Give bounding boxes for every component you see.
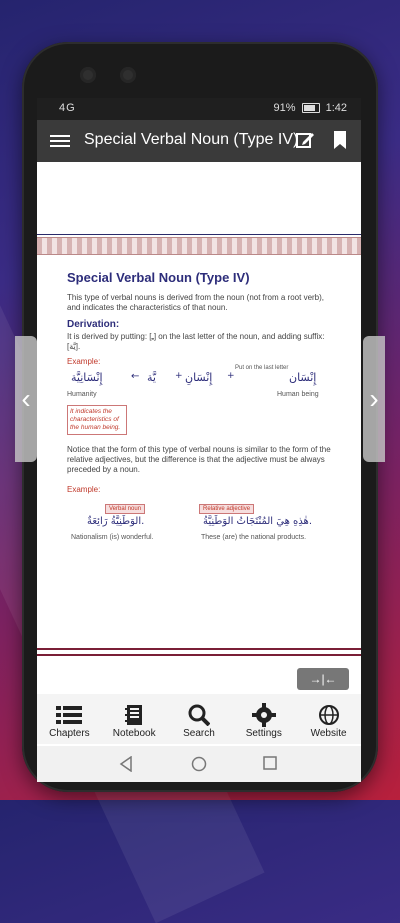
nav-search[interactable] — [169, 702, 229, 739]
plus-sign-1: + — [175, 371, 183, 381]
example-label-2: Example: — [67, 485, 101, 494]
recents-icon[interactable] — [263, 756, 277, 770]
nav-search-label: Search — [183, 728, 215, 739]
search-icon — [188, 704, 210, 726]
derivation-label: Derivation: — [67, 319, 120, 330]
lesson-page — [37, 162, 361, 664]
home-icon[interactable] — [191, 756, 207, 772]
nav-chapters[interactable] — [39, 702, 99, 739]
arabic-products: هٰذِهِ هِيَ المُنْتَجَاتُ الوَطَنِيَّةُ. — [203, 516, 312, 527]
nav-notebook[interactable] — [104, 702, 164, 739]
example-label-1: Example: — [67, 357, 101, 366]
nav-notebook-label: Notebook — [112, 728, 156, 739]
status-bar — [37, 98, 361, 120]
bottom-divider-2 — [37, 654, 361, 656]
front-camera — [80, 67, 96, 83]
lesson-content — [67, 258, 331, 554]
decorative-pattern — [37, 237, 361, 255]
notice-text: Notice that the form of this type of verbal nouns is similar to the form of the relative adjectives, but the difference is that the adjective must be always preceded by a noun. — [67, 445, 331, 474]
globe-icon — [318, 704, 340, 726]
relative-adjective-tag: Relative adjective — [199, 504, 254, 514]
arabic-nationalism: الوَطَنِيَّةُ رَائِعَةٌ. — [87, 516, 145, 527]
arabic-result: إِنْسَانِيَّة — [71, 371, 103, 384]
nav-website-label: Website — [310, 728, 347, 739]
note-box: It indicates the characteristics of the human being. — [67, 405, 127, 435]
derivation-text: It is derived by putting: [ـِ] on the last letter of the noun, and adding suffix: [يَّة]. — [67, 332, 325, 351]
verbal-noun-tag: Verbal noun — [105, 504, 145, 514]
front-sensor — [120, 67, 136, 83]
previous-page-arrow[interactable]: ‹ — [15, 336, 37, 462]
system-navigation-bar — [37, 746, 361, 782]
arabic-suffix: يَّة — [147, 371, 156, 384]
bottom-divider-1 — [37, 648, 361, 650]
next-page-arrow[interactable]: › — [363, 336, 385, 462]
english-nationalism: Nationalism (is) wonderful. — [71, 534, 154, 541]
nav-settings-label: Settings — [245, 728, 282, 739]
notebook-icon — [125, 704, 143, 726]
put-note: Put on the last letter — [235, 365, 289, 371]
humanity-caption: Humanity — [67, 391, 97, 398]
human-being-caption: Human being — [277, 391, 319, 398]
top-divider — [37, 234, 361, 235]
nav-chapters-label: Chapters — [49, 728, 90, 739]
lesson-heading: Special Verbal Noun (Type IV) — [67, 270, 250, 285]
clock: 1:42 — [325, 102, 347, 114]
bookmark-icon[interactable] — [333, 130, 347, 150]
edit-icon[interactable] — [295, 130, 315, 150]
battery-percent: 91% — [273, 102, 296, 114]
gear-icon — [252, 703, 276, 727]
arabic-base: إِنْسَان — [289, 371, 317, 384]
back-icon[interactable] — [119, 756, 133, 772]
app-bar — [37, 120, 361, 162]
screen — [37, 98, 361, 746]
collapse-button[interactable]: →|← — [297, 668, 349, 690]
arabic-arrow: ← — [131, 371, 140, 382]
adjective-examples — [67, 504, 331, 554]
hamburger-menu-icon[interactable] — [50, 132, 70, 150]
signal-indicator: 4G — [59, 102, 76, 114]
intro-text: This type of verbal nouns is derived from the noun (not from a root verb), and indicates the characteristics of that noun. — [67, 293, 325, 312]
list-icon — [56, 705, 82, 725]
nav-website[interactable] — [299, 702, 359, 739]
bottom-navigation — [37, 694, 361, 744]
nav-settings[interactable] — [234, 702, 294, 739]
battery-icon — [302, 103, 320, 113]
derivation-example — [67, 365, 331, 399]
arabic-base-kasra: إِنْسَانِ — [185, 371, 213, 384]
plus-sign-2: + — [227, 371, 235, 381]
phone-frame — [22, 42, 378, 792]
app-title: Special Verbal Noun (Type IV) — [84, 131, 299, 148]
english-products: These (are) the national products. — [201, 534, 307, 541]
